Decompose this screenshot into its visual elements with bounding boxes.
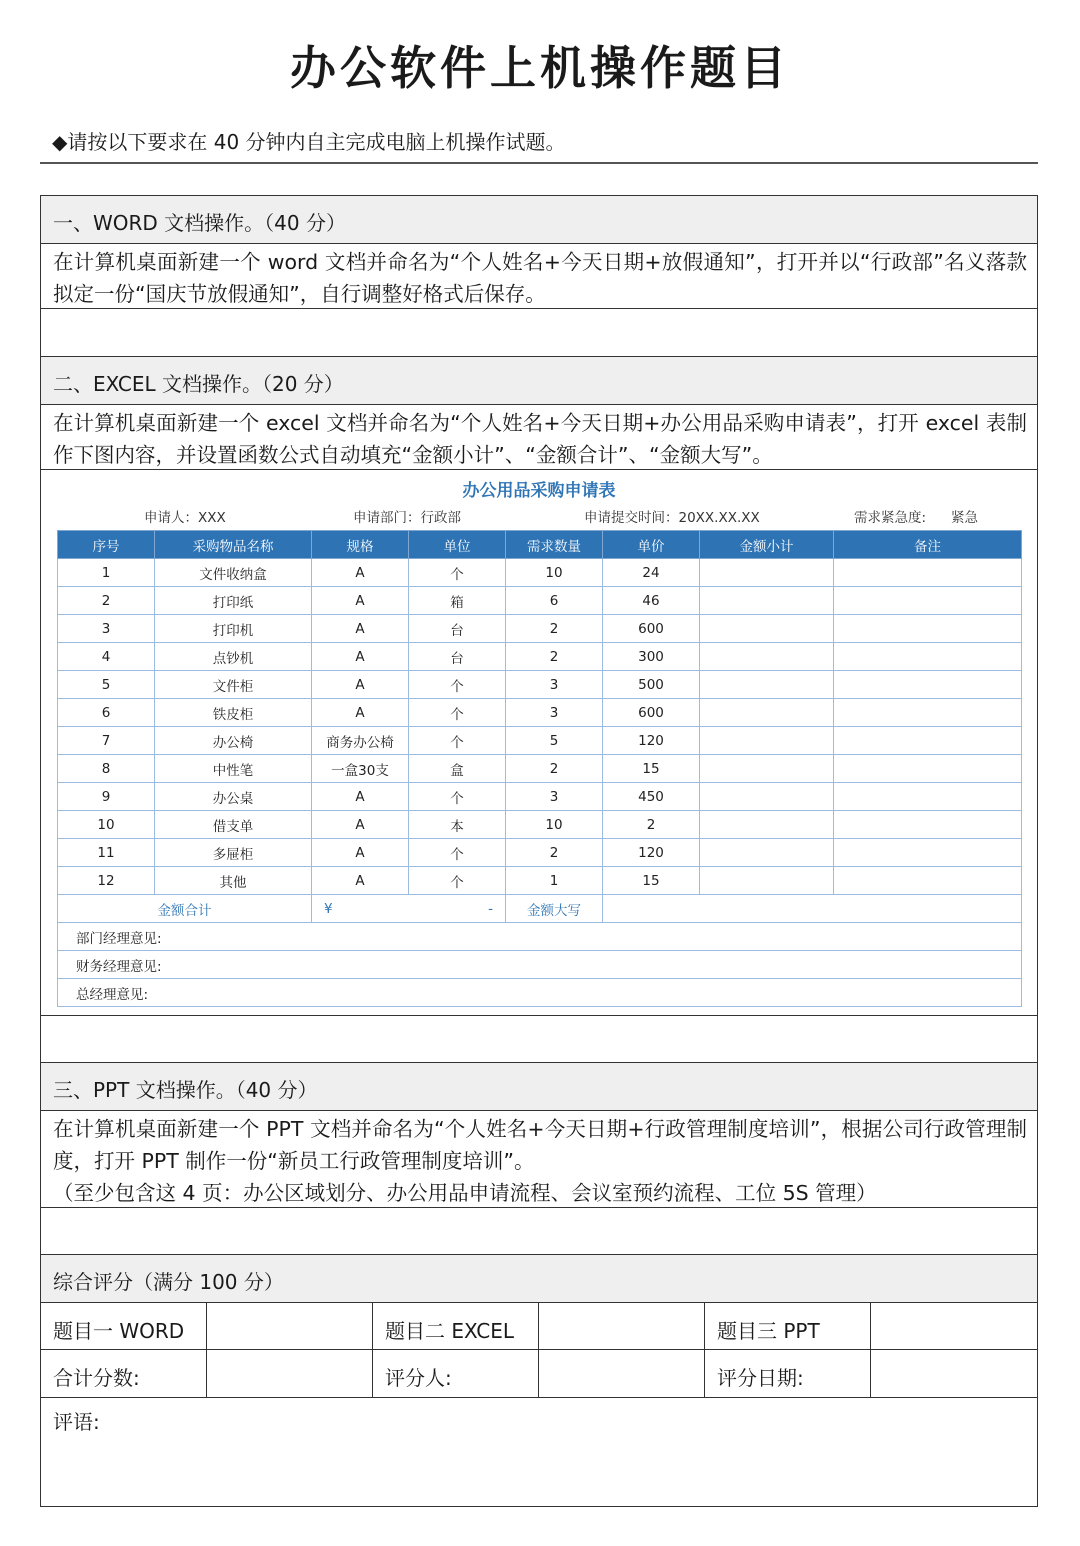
total-amount-cell[interactable] [312,895,506,923]
item-no-cell: 2 [58,587,155,615]
score-heading: 综合评分（满分 100 分） [41,1255,1037,1303]
item-spec-cell: 一盒30支 [312,755,409,783]
item-subtotal-cell[interactable] [700,671,834,699]
item-no-cell: 9 [58,783,155,811]
word-score-label: 题目一 WORD [41,1303,207,1349]
table-row [58,643,1022,671]
item-subtotal-cell[interactable] [700,643,834,671]
item-no-cell: 5 [58,671,155,699]
item-unit-cell: 个 [409,867,506,895]
upper-amount-cell[interactable] [603,895,1022,923]
item-name-cell: 其他 [155,867,312,895]
item-unit-cell: 个 [409,671,506,699]
item-unit-cell: 个 [409,839,506,867]
item-price-cell: 46 [603,587,700,615]
col-header: 采购物品名称 [155,531,312,559]
table-row [58,671,1022,699]
item-remark-cell[interactable] [834,755,1022,783]
item-no-cell: 10 [58,811,155,839]
excel-answer-area [41,1016,1037,1063]
excel-instructions: 在计算机桌面新建一个 excel 文档并命名为“个人姓名+今天日期+办公用品采购申请表”，打开 excel 表制作下图内容，并设置函数公式自动填充“金额小计”、“金额合计”、“金额大写”。 [41,405,1037,470]
sheet-applicant: 申请人：XXX [144,510,226,526]
score-row-1 [41,1303,1037,1350]
item-name-cell: 中性笔 [155,755,312,783]
item-qty-cell: 10 [506,559,603,587]
total-dash: - [488,900,493,917]
item-no-cell: 7 [58,727,155,755]
general-manager-opinion[interactable]: 总经理意见: [58,979,1022,1007]
item-name-cell: 文件收纳盒 [155,559,312,587]
item-spec-cell: A [312,643,409,671]
score-date-label: 评分日期: [705,1350,871,1397]
col-header: 规格 [312,531,409,559]
item-price-cell: 15 [603,755,700,783]
item-remark-cell[interactable] [834,839,1022,867]
item-no-cell: 6 [58,699,155,727]
item-name-cell: 点钞机 [155,643,312,671]
item-price-cell: 24 [603,559,700,587]
item-name-cell: 办公桌 [155,783,312,811]
col-header: 单价 [603,531,700,559]
col-header: 需求数量 [506,531,603,559]
item-name-cell: 铁皮柜 [155,699,312,727]
excel-score-label: 题目二 EXCEL [373,1303,539,1349]
item-remark-cell[interactable] [834,867,1022,895]
item-spec-cell: 商务办公椅 [312,727,409,755]
ppt-instructions [41,1111,1037,1208]
item-subtotal-cell[interactable] [700,811,834,839]
item-subtotal-cell[interactable] [700,783,834,811]
col-header: 单位 [409,531,506,559]
item-remark-cell[interactable] [834,783,1022,811]
item-no-cell: 3 [58,615,155,643]
item-spec-cell: A [312,783,409,811]
item-price-cell: 2 [603,811,700,839]
item-remark-cell[interactable] [834,671,1022,699]
page-title: 办公软件上机操作题目 [290,41,790,95]
opinion-row [58,979,1022,1007]
item-subtotal-cell[interactable] [700,699,834,727]
opinion-row [58,951,1022,979]
excel-heading: 二、EXCEL 文档操作。（20 分） [41,357,1037,405]
item-remark-cell[interactable] [834,559,1022,587]
item-price-cell: 120 [603,727,700,755]
item-no-cell: 11 [58,839,155,867]
ppt-answer-area [41,1208,1037,1255]
finance-manager-opinion[interactable]: 财务经理意见: [58,951,1022,979]
item-name-cell: 多屉柜 [155,839,312,867]
item-name-cell: 办公椅 [155,727,312,755]
item-qty-cell: 2 [506,615,603,643]
table-row [58,615,1022,643]
ppt-score-field[interactable] [871,1303,1037,1349]
table-row [58,727,1022,755]
item-qty-cell: 2 [506,755,603,783]
item-remark-cell[interactable] [834,643,1022,671]
ppt-text: 在计算机桌面新建一个 PPT 文档并命名为“个人姓名+今天日期+行政管理制度培训”，根据公司行政管理制度，打开 PPT 制作一份“新员工行政管理制度培训”。 [53,1117,1027,1173]
item-subtotal-cell[interactable] [700,867,834,895]
item-unit-cell: 台 [409,643,506,671]
grader-label: 评分人: [373,1350,539,1397]
comment-area[interactable] [41,1398,1037,1505]
item-qty-cell: 2 [506,643,603,671]
table-row [58,839,1022,867]
score-date-field[interactable] [871,1350,1037,1397]
item-unit-cell: 个 [409,727,506,755]
table-row [58,559,1022,587]
item-no-cell: 8 [58,755,155,783]
item-unit-cell: 盒 [409,755,506,783]
word-heading: 一、WORD 文档操作。（40 分） [41,196,1037,244]
item-qty-cell: 6 [506,587,603,615]
opinion-row [58,923,1022,951]
comment-label: 评语: [53,1410,100,1434]
item-qty-cell: 3 [506,783,603,811]
item-remark-cell[interactable] [834,811,1022,839]
table-row [58,867,1022,895]
table-header-row [58,531,1022,559]
ppt-note: （至少包含这 4 页：办公区域划分、办公用品申请流程、会议室预约流程、工位 5S 管理） [53,1181,877,1205]
item-spec-cell: A [312,839,409,867]
sheet-submit-time: 申请提交时间：20XX.XX.XX [584,510,760,526]
item-qty-cell: 1 [506,867,603,895]
item-qty-cell: 3 [506,671,603,699]
item-qty-cell: 10 [506,811,603,839]
grader-field[interactable] [539,1350,705,1397]
item-name-cell: 打印机 [155,615,312,643]
item-price-cell: 300 [603,643,700,671]
item-remark-cell[interactable] [834,727,1022,755]
item-no-cell: 12 [58,867,155,895]
sheet-department: 申请部门：行政部 [353,510,461,526]
col-header: 金额小计 [700,531,834,559]
item-name-cell: 借支单 [155,811,312,839]
word-score-field[interactable] [207,1303,373,1349]
total-score-label: 合计分数: [41,1350,207,1397]
total-label: 金额合计 [58,895,312,923]
dept-manager-opinion[interactable]: 部门经理意见: [58,923,1022,951]
item-price-cell: 450 [603,783,700,811]
table-row [58,587,1022,615]
item-unit-cell: 箱 [409,587,506,615]
item-subtotal-cell[interactable] [700,615,834,643]
currency-symbol: ¥ [324,900,333,917]
item-spec-cell: A [312,671,409,699]
sheet-urgency-value: 紧急 [951,510,978,526]
item-spec-cell: A [312,615,409,643]
sheet-urgency-label: 需求紧急度: [854,510,927,526]
item-no-cell: 1 [58,559,155,587]
item-price-cell: 600 [603,699,700,727]
table-row [58,783,1022,811]
item-unit-cell: 个 [409,559,506,587]
item-spec-cell: A [312,699,409,727]
item-price-cell: 600 [603,615,700,643]
score-row-2 [41,1350,1037,1398]
col-header: 备注 [834,531,1022,559]
item-unit-cell: 本 [409,811,506,839]
item-subtotal-cell[interactable] [700,559,834,587]
item-unit-cell: 台 [409,615,506,643]
total-row [58,895,1022,923]
ppt-heading: 三、PPT 文档操作。（40 分） [41,1063,1037,1111]
item-qty-cell: 5 [506,727,603,755]
item-spec-cell: A [312,559,409,587]
excel-score-field[interactable] [539,1303,705,1349]
item-price-cell: 500 [603,671,700,699]
item-remark-cell[interactable] [834,587,1022,615]
upper-amount-label: 金额大写 [506,895,603,923]
purchase-table [57,530,1022,1007]
sheet-title: 办公用品采购申请表 [462,481,616,501]
table-row [58,811,1022,839]
col-header: 序号 [58,531,155,559]
item-spec-cell: A [312,587,409,615]
item-subtotal-cell[interactable] [700,839,834,867]
item-price-cell: 15 [603,867,700,895]
item-subtotal-cell[interactable] [700,755,834,783]
item-qty-cell: 2 [506,839,603,867]
item-remark-cell[interactable] [834,699,1022,727]
intro-text: ◆请按以下要求在 40 分钟内自主完成电脑上机操作试题。 [52,130,566,154]
item-no-cell: 4 [58,643,155,671]
item-qty-cell: 3 [506,699,603,727]
item-subtotal-cell[interactable] [700,727,834,755]
word-instructions: 在计算机桌面新建一个 word 文档并命名为“个人姓名+今天日期+放假通知”，打开并以“行政部”名义落款拟定一份“国庆节放假通知”，自行调整好格式后保存。 [41,244,1037,309]
table-row [58,699,1022,727]
item-unit-cell: 个 [409,699,506,727]
item-name-cell: 文件柜 [155,671,312,699]
divider [40,162,1038,164]
item-remark-cell[interactable] [834,615,1022,643]
item-price-cell: 120 [603,839,700,867]
item-spec-cell: A [312,867,409,895]
item-name-cell: 打印纸 [155,587,312,615]
word-answer-area [41,309,1037,357]
item-spec-cell: A [312,811,409,839]
item-unit-cell: 个 [409,783,506,811]
total-score-field[interactable] [207,1350,373,1397]
table-row [58,755,1022,783]
item-subtotal-cell[interactable] [700,587,834,615]
ppt-score-label: 题目三 PPT [705,1303,871,1349]
